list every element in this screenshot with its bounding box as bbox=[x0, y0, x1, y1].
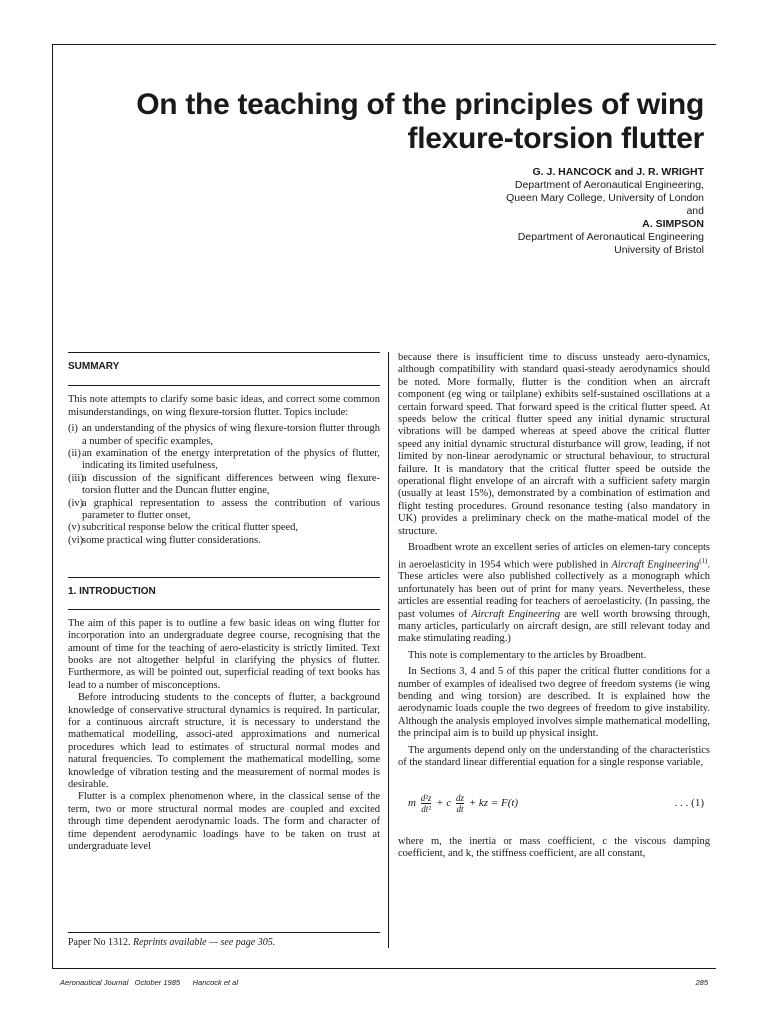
reference-1: (1) bbox=[699, 556, 708, 565]
p2-text-b: . These articles were also published collectively as a monograph which unfortunately has been out of print for many years. Nevertheless, these articles are essential reading for teachers of aeroelasticity. (In passing, the past volumes of bbox=[398, 559, 710, 620]
topic-item bbox=[68, 423, 380, 448]
author-block bbox=[284, 166, 704, 257]
eq-num-1: d²z bbox=[420, 793, 432, 803]
topic-item bbox=[68, 448, 380, 473]
topic-num: (vi) bbox=[68, 534, 84, 546]
topic-text: subcritical response below the critical flutter speed, bbox=[82, 522, 299, 534]
topic-num: (ii) bbox=[68, 448, 81, 460]
topic-item bbox=[68, 473, 380, 498]
right-paragraph-6: where m, the inertia or mass coefficient, c the viscous damping coefficient, and k, the stiffness coefficient, are all constant, bbox=[398, 835, 710, 859]
intro-heading-rule bbox=[68, 609, 380, 610]
topic-item bbox=[68, 498, 380, 523]
topic-num: (v) bbox=[68, 522, 81, 534]
topic-num: (iv) bbox=[68, 497, 84, 509]
topic-num: (i) bbox=[68, 423, 78, 435]
equation-1 bbox=[398, 782, 710, 826]
reprints-note: Reprints available — see page 305. bbox=[133, 937, 276, 948]
right-paragraph-3: This note is complementary to the articles by Broadbent. bbox=[408, 649, 647, 661]
affiliation-1-line-2: Queen Mary College, University of London bbox=[506, 192, 704, 204]
summary-top-rule bbox=[68, 352, 380, 353]
author-names-2: A. SIMPSON bbox=[642, 218, 704, 230]
footer-journal: Aeronautical Journal October 1985 Hancock et al bbox=[60, 978, 239, 987]
right-paragraph-5: The arguments depend only on the understanding of the characteristics of the standard linear differential equation for a single response variable, bbox=[398, 744, 710, 769]
topic-num: (iii) bbox=[68, 472, 84, 484]
eq-rest: + kz = F(t) bbox=[468, 797, 519, 810]
eq-den-2: dt bbox=[456, 804, 464, 814]
eq-m: m bbox=[408, 797, 416, 810]
right-paragraph-4: In Sections 3, 4 and 5 of this paper the critical flutter conditions for a number of examples of idealised two degree of freedom systems (ie wing bending and wing torsion) are described. It is explained how the aerodynamic loads couple the two degrees of freedom to give instability. Although the analysis employed involves simple mathematical modelling, the principal aim is to build up physical insight. bbox=[398, 666, 710, 740]
summary-heading-rule bbox=[68, 385, 380, 386]
topic-text: some practical wing flutter considerations. bbox=[82, 534, 261, 546]
equation-number: . . . (1) bbox=[674, 797, 704, 810]
topic-item bbox=[68, 535, 380, 547]
eq-frac-1 bbox=[421, 793, 432, 814]
journal-name-2: Aircraft Engineering bbox=[471, 608, 561, 620]
summary-intro: This note attempts to clarify some basic ideas, and correct some common misunderstandings, on wing flexure-torsion flutter. Topics include: bbox=[68, 394, 380, 418]
intro-paragraph-3: Flutter is a complex phenomenon where, in the classical sense of the term, two or more structural normal modes are coupled and excited through time dependent aerodynamic loads. The form and character of time dependent aerodynamic loadings have to be taken on trust at undergraduate level bbox=[68, 791, 380, 852]
author-names-1: G. J. HANCOCK and J. R. WRIGHT bbox=[532, 166, 704, 178]
column-divider bbox=[388, 352, 389, 948]
topic-text: a graphical representation to assess the contribution of various parameter to flutter onset, bbox=[82, 497, 380, 522]
paper-number: Paper No 1312. bbox=[68, 937, 131, 948]
eq-plus-c: + c bbox=[436, 797, 452, 810]
paper-note bbox=[68, 932, 380, 948]
left-rule bbox=[52, 44, 53, 968]
page-footer bbox=[60, 978, 708, 987]
equation-body bbox=[408, 793, 518, 814]
topic-item bbox=[68, 522, 380, 534]
topic-text: an examination of the energy interpretation of the physics of flutter, indicating its limited usefulness, bbox=[82, 448, 380, 472]
journal-name: Aircraft Engineering bbox=[611, 559, 700, 570]
author-and: and bbox=[686, 205, 704, 217]
introduction-heading: 1. INTRODUCTION bbox=[68, 586, 156, 598]
p2-text-c: are well worth browsing through, many articles, particularly on aircraft design, are still relevant today and make stimulating reading.) bbox=[398, 608, 711, 645]
page-number: 285 bbox=[695, 978, 708, 987]
summary-topics bbox=[68, 423, 380, 547]
eq-frac-2 bbox=[456, 793, 464, 814]
topic-text: an understanding of the physics of wing flexure-torsion flutter through a number of specific examples, bbox=[82, 423, 380, 447]
right-paragraph-1: because there is insufficient time to discuss unsteady aero-dynamics, although compatibility with standard quasi-steady aerodynamics should be noted. More formally, flutter is the condition when an aircraft component (eg wing or tailplane) exhibits self-sustained oscillations at a certain forward speed. That forward speed is the critical flutter speed. At speeds below the critical flutter speed any initial dynamic structural vibrations will be damped whereas at speed above the critical flutter speed any initial dynamic structural disturbance will grow, leading, if not limited by non-linear aerodynamic or structural behaviour, to structural failure. It is mandatory that the critical flutter speed be outside the operational flight envelope of an aircraft with a sufficient safety margin (usually at least 15%), demonstrated by a combination of estimation and flight testing procedures. Ground resonance testing (also mandatory in UK) provides a preliminary check on the mathe-matical model of the structure. bbox=[398, 352, 710, 537]
eq-den-1: dt² bbox=[421, 804, 431, 814]
left-column bbox=[68, 352, 380, 853]
affiliation-1-line-1: Department of Aeronautical Engineering, bbox=[514, 179, 704, 191]
paper-note-rule bbox=[68, 932, 380, 933]
summary-heading: SUMMARY bbox=[68, 361, 120, 372]
p2-text-a: Broadbent wrote an excellent series of articles on elemen-tary concepts in aeroelasticity in 1954 which were published in bbox=[398, 542, 710, 570]
title-line-2: flexure-torsion flutter bbox=[407, 122, 704, 155]
paper-title bbox=[84, 88, 704, 156]
eq-num-2: dz bbox=[455, 793, 464, 803]
intro-top-rule bbox=[68, 577, 380, 578]
affiliation-2-line-1: Department of Aeronautical Engineering bbox=[517, 231, 704, 243]
bottom-rule bbox=[52, 968, 716, 969]
title-line-1: On the teaching of the principles of wing bbox=[136, 88, 704, 121]
right-paragraph-2 bbox=[398, 542, 710, 646]
topic-text: a discussion of the significant differences between wing flexure-torsion flutter and the Duncan flutter engine, bbox=[82, 472, 380, 497]
top-rule bbox=[52, 44, 716, 45]
intro-paragraph-1: The aim of this paper is to outline a few basic ideas on wing flutter for incorporation into an undergraduate degree course, recognising that the amount of time for the teaching of aero-elasticity is strictly limited. Text books are not altogether helpful in clarifying the physics of flutter. Furthermore, as will be pointed out, superficial reading of text books has lead to a number of misconceptions. bbox=[68, 617, 380, 691]
right-column bbox=[398, 352, 710, 860]
affiliation-2-line-2: University of Bristol bbox=[614, 244, 704, 256]
intro-paragraph-2: Before introducing students to the concepts of flutter, a background knowledge of conservative structural dynamics is required. In particular, for a continuous aircraft structure, it is necessary to understand the mathematical modelling, associ-ated approximations and numerical procedures which lead to estimates of structural normal modes and natural frequencies. To complement the mathematical modelling, some knowledge of vibration testing and the measurement of normal modes is desirable. bbox=[68, 692, 380, 790]
